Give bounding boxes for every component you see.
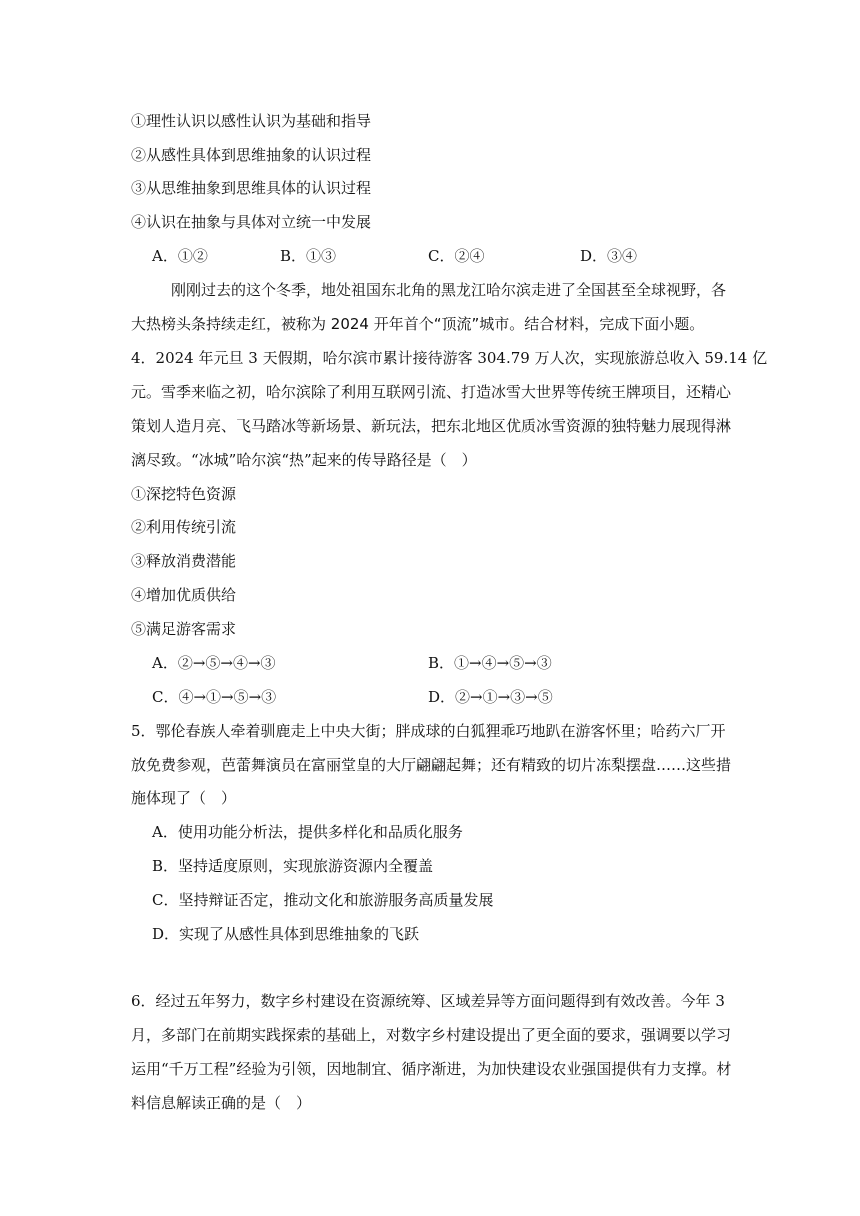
q6-stem-line-3: 运用“千万工程”经验为引领，因地制宜、循序渐进，为加快建设农业强国提供有力支撑。材: [131, 1060, 732, 1078]
q3-option-c: C．②④: [428, 247, 485, 265]
q4-option-a: A．②→⑤→④→③: [152, 654, 276, 672]
q4-stem-line-1: 4．2024 年元旦 3 天假期，哈尔滨市累计接待游客 304.79 万人次，实现旅游总收入 59.14 亿: [131, 349, 768, 367]
q3-statement-2: ②从感性具体到思维抽象的认识过程: [131, 146, 372, 164]
q3-option-d: D．③④: [580, 247, 638, 265]
q4-option-c: C．④→①→⑤→③: [152, 688, 277, 706]
q3-statement-4: ④认识在抽象与具体对立统一中发展: [131, 213, 372, 231]
q5-stem-line-3: 施体现了（ ）: [131, 789, 237, 807]
q4-statement-3: ③释放消费潜能: [131, 552, 237, 570]
q4-option-b: B．①→④→⑤→③: [428, 654, 552, 672]
reading-passage: [131, 280, 731, 334]
q6-stem-line-1: 6．经过五年努力，数字乡村建设在资源统筹、区域差异等方面问题得到有效改善。今年 3: [131, 992, 725, 1010]
q3-statement-3: ③从思维抽象到思维具体的认识过程: [131, 179, 372, 197]
q4-stem-line-2: 元。雪季来临之初，哈尔滨除了利用互联网引流、打造冰雪大世界等传统王牌项目，还精心: [131, 383, 732, 401]
q5-option-a: A．使用功能分析法，提供多样化和品质化服务: [152, 823, 463, 841]
q5-stem-line-2: 放免费参观，芭蕾舞演员在富丽堂皇的大厅翩翩起舞；还有精致的切片冻梨摆盘……这些措: [131, 756, 732, 774]
q6-stem-line-4: 料信息解读正确的是（ ）: [131, 1094, 312, 1112]
q4-statement-1: ①深挖特色资源: [131, 485, 237, 503]
q5-option-d: D．实现了从感性具体到思维抽象的飞跃: [152, 925, 420, 943]
q4-option-d: D．②→①→③→⑤: [428, 688, 553, 706]
q4-stem-line-3: 策划人造月亮、飞马踏冰等新场景、新玩法，把东北地区优质冰雪资源的独特魅力展现得淋: [131, 417, 732, 435]
q5-option-c: C．坚持辩证否定，推动文化和旅游服务高质量发展: [152, 891, 494, 909]
q5-option-b: B．坚持适度原则，实现旅游资源内全覆盖: [152, 857, 434, 875]
q4-stem-line-4: 漓尽致。“冰城”哈尔滨“热”起来的传导路径是（ ）: [131, 451, 477, 469]
passage-line-2: 大热榜头条持续走红，被称为 2024 开年首个“顶流”城市。结合材料，完成下面小题。: [131, 315, 705, 333]
q4-statement-4: ④增加优质供给: [131, 586, 237, 604]
q4-statement-2: ②利用传统引流: [131, 518, 237, 536]
q6-stem-line-2: 月，多部门在前期实践探索的基础上，对数字乡村建设提出了更全面的要求，强调要以学习: [131, 1026, 732, 1044]
q3-option-a: A．①②: [152, 247, 208, 265]
q3-statement-1: ①理性认识以感性认识为基础和指导: [131, 112, 372, 130]
q3-option-b: B．①③: [280, 247, 337, 265]
q4-statement-5: ⑤满足游客需求: [131, 620, 237, 638]
q5-stem-line-1: 5．鄂伦春族人牵着驯鹿走上中央大街；胖成球的白狐狸乖巧地趴在游客怀里；哈药六厂开: [131, 722, 726, 740]
passage-line-1: 刚刚过去的这个冬季，地处祖国东北角的黑龙江哈尔滨走进了全国甚至全球视野，各: [171, 281, 727, 299]
